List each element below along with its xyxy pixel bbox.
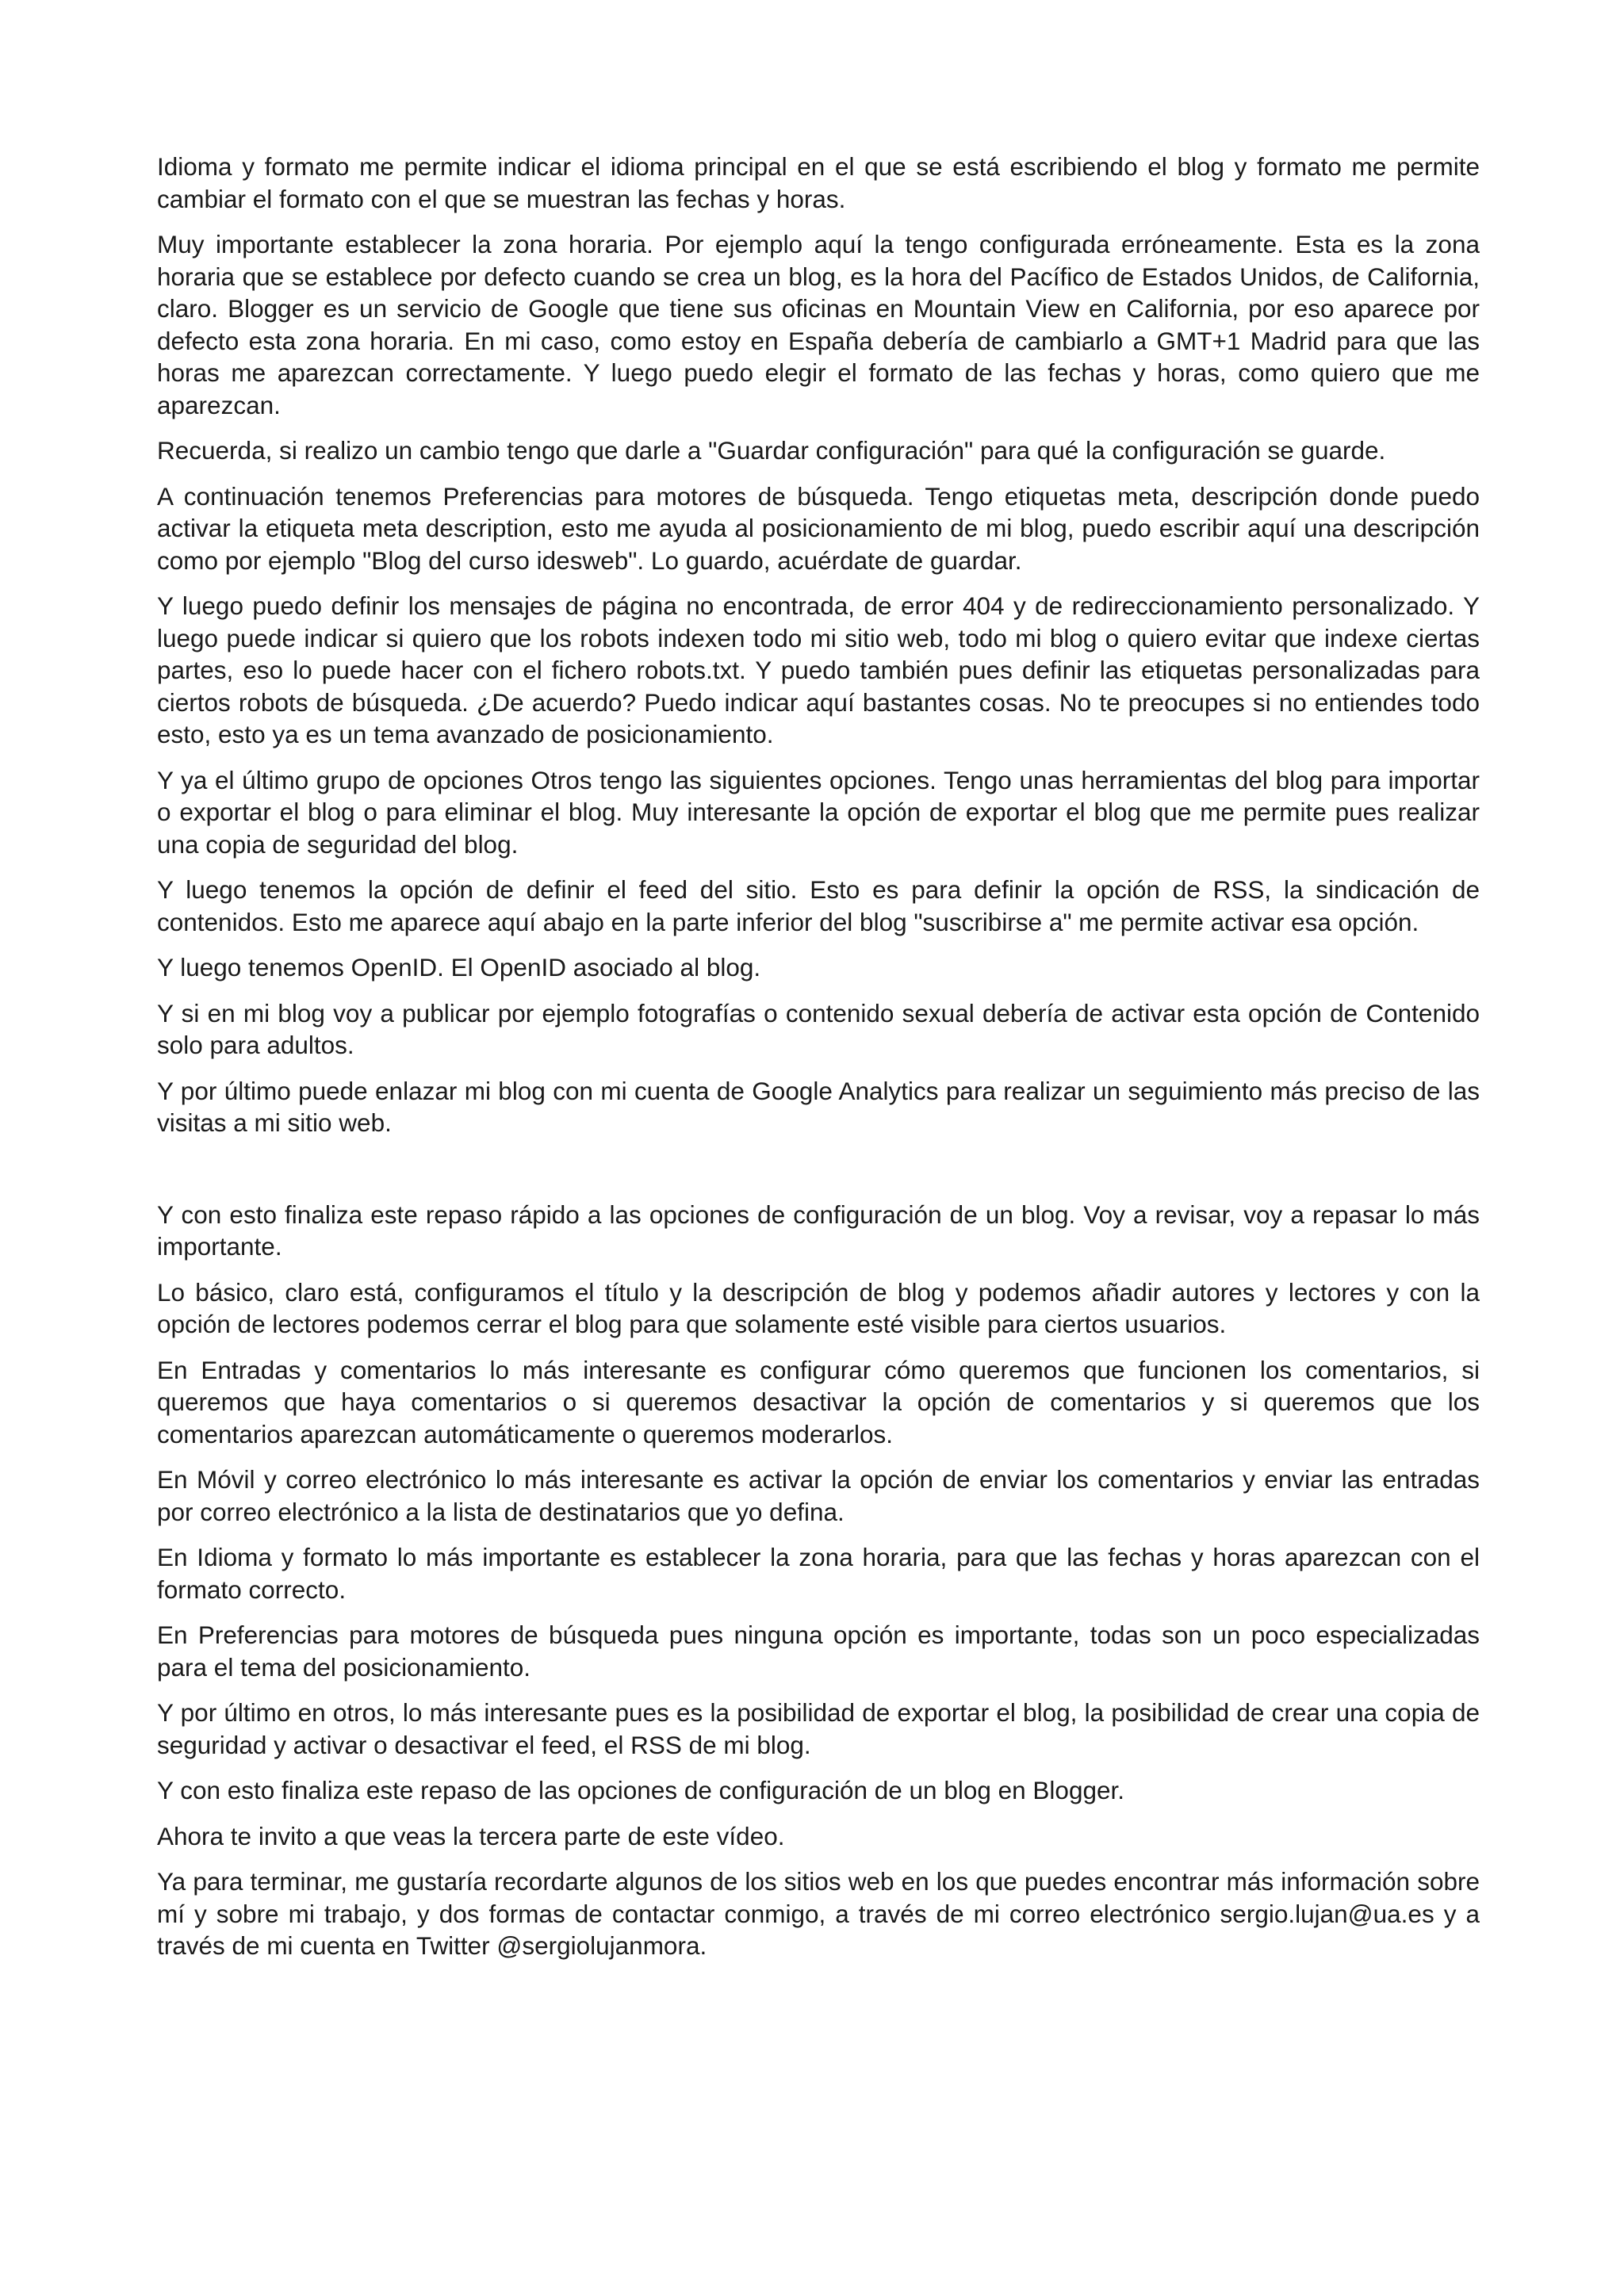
paragraph: Y luego tenemos la opción de definir el feed del sitio. Esto es para definir la opción de RSS, la sindicación de contenidos. Esto me aparece aquí abajo en la parte inferior del blog "suscribirse a" me permite activar esa opción. [157, 875, 1480, 936]
paragraph: Y si en mi blog voy a publicar por ejemplo fotografías o contenido sexual debería de activar esta opción de Contenido solo para adultos. [157, 998, 1480, 1059]
paragraph: Y luego puedo definir los mensajes de página no encontrada, de error 404 y de redireccionamiento personalizado. Y luego puede indicar si quiero que los robots indexen todo mi sitio web, todo mi blog o quiero evitar que indexe ciertas partes, eso lo puede hacer con el fichero robots.txt. Y puedo también pues definir las etiquetas personalizadas para ciertos robots de búsqueda. ¿De acuerdo? Puedo indicar aquí bastantes cosas. No te preocupes si no entiendes todo esto, esto ya es un tema avanzado de posicionamiento. [157, 591, 1480, 748]
paragraph: Ahora te invito a que veas la tercera parte de este vídeo. [157, 1821, 785, 1850]
paragraph: Ya para terminar, me gustaría recordarte algunos de los sitios web en los que puedes encontrar más información sobre mí y sobre mi trabajo, y dos formas de contactar conmigo, a través de mi correo electrónico sergio.lujan@ua.es y a través de mi cuenta en Twitter @sergiolujanmora. [157, 1867, 1480, 1960]
document-page [157, 151, 1480, 1976]
paragraph: En Entradas y comentarios lo más interesante es configurar cómo queremos que funcionen los comentarios, si queremos que haya comentarios o si queremos desactivar la opción de comentarios y si queremos que los comentarios aparezcan automáticamente o queremos moderarlos. [157, 1355, 1480, 1448]
paragraph: Lo básico, claro está, configuramos el título y la descripción de blog y podemos añadir autores y lectores y con la opción de lectores podemos cerrar el blog para que solamente esté visible para ciertos usuarios. [157, 1277, 1480, 1338]
paragraph: Y por último en otros, lo más interesante pues es la posibilidad de exportar el blog, la posibilidad de crear una copia de seguridad y activar o desactivar el feed, el RSS de mi blog. [157, 1698, 1480, 1759]
paragraph: Y por último puede enlazar mi blog con mi cuenta de Google Analytics para realizar un seguimiento más preciso de las visitas a mi sitio web. [157, 1076, 1480, 1137]
paragraph: Idioma y formato me permite indicar el idioma principal en el que se está escribiendo el blog y formato me permite cambiar el formato con el que se muestran las fechas y horas. [157, 152, 1480, 213]
paragraph: Y luego tenemos OpenID. El OpenID asociado al blog. [157, 953, 761, 982]
paragraph: Y con esto finaliza este repaso de las opciones de configuración de un blog en Blogger. [157, 1776, 1125, 1804]
paragraph: En Móvil y correo electrónico lo más interesante es activar la opción de enviar los comentarios y enviar las entradas por correo electrónico a la lista de destinatarios que yo defina. [157, 1465, 1480, 1526]
paragraph: Recuerda, si realizo un cambio tengo que darle a "Guardar configuración" para qué la configuración se guarde. [157, 436, 1386, 465]
paragraph: Y con esto finaliza este repaso rápido a las opciones de configuración de un blog. Voy a revisar, voy a repasar lo más importante. [157, 1200, 1480, 1261]
section-gap [157, 1153, 1480, 1199]
paragraph: En Preferencias para motores de búsqueda pues ninguna opción es importante, todas son un poco especializadas para el tema del posicionamiento. [157, 1621, 1480, 1682]
paragraph: A continuación tenemos Preferencias para motores de búsqueda. Tengo etiquetas meta, descripción donde puedo activar la etiqueta meta description, esto me ayuda al posicionamiento de mi blog, puedo escribir aquí una descripción como por ejemplo "Blog del curso idesweb". Lo guardo, acuérdate de guardar. [157, 481, 1480, 575]
paragraph: Y ya el último grupo de opciones Otros tengo las siguientes opciones. Tengo unas herramientas del blog para importar o exportar el blog o para eliminar el blog. Muy interesante la opción de exportar el blog que me permite pues realizar una copia de seguridad del blog. [157, 765, 1480, 859]
paragraph: Muy importante establecer la zona horaria. Por ejemplo aquí la tengo configurada erróneamente. Esta es la zona horaria que se establece por defecto cuando se crea un blog, es la hora del Pacífico de Estados Unidos, de California, claro. Blogger es un servicio de Google que tiene sus oficinas en Mountain View en California, por eso aparece por defecto esta zona horaria. En mi caso, como estoy en España debería de cambiarlo a GMT+1 Madrid para que las horas me aparezcan correctamente. Y luego puedo elegir el formato de las fechas y horas, como quiero que me aparezcan. [157, 230, 1480, 419]
paragraph: En Idioma y formato lo más importante es establecer la zona horaria, para que las fechas y horas aparezcan con el formato correcto. [157, 1543, 1480, 1604]
